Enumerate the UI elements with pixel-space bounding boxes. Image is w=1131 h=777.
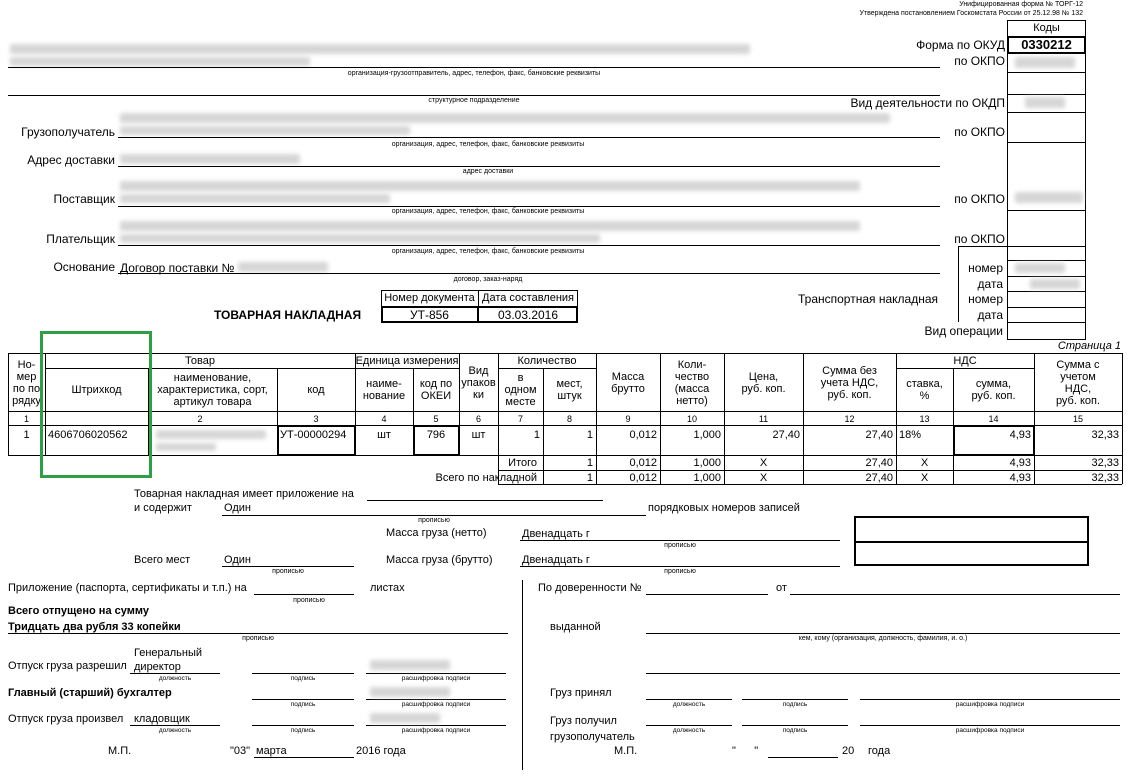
gross-mass-label: Масса груза (брутто) xyxy=(386,554,493,566)
permit-position: Генеральный директор xyxy=(134,647,203,673)
col-pack-header: Вид упаков ки xyxy=(461,364,496,401)
places-value: Один xyxy=(224,554,251,566)
produced-label: Отпуск груза произвел xyxy=(8,713,124,725)
records-label: порядковых номеров записей xyxy=(648,502,800,514)
row-one: 1 xyxy=(533,429,540,441)
received-position-caption: должность xyxy=(672,727,706,734)
okpo-label: по ОКПО xyxy=(954,54,1005,68)
okdp-redacted xyxy=(1025,97,1065,108)
shipper-redacted-2 xyxy=(10,57,310,66)
col-number: 13 xyxy=(919,413,930,424)
date-year: 2016 года xyxy=(356,745,406,757)
accepted-sign-caption: подпись xyxy=(782,701,808,708)
payer-caption: организация, адрес, телефон, факс, банковские реквизиты xyxy=(391,248,585,255)
col-gross-header: Масса брутто xyxy=(611,370,645,395)
col-number: 12 xyxy=(844,413,855,424)
supplier-okpo-redacted xyxy=(1015,192,1083,203)
chief-acc-decode-caption: расшифровка подписи xyxy=(401,701,471,708)
itogo-net: 1,000 xyxy=(693,457,721,469)
col-qty-header: Количество xyxy=(517,355,577,367)
vsego-gross: 0,012 xyxy=(629,471,657,484)
net-mass-label: Масса груза (нетто) xyxy=(386,527,487,539)
col-number: 4 xyxy=(381,413,387,424)
doc-title: ТОВАРНАЯ НАКЛАДНАЯ xyxy=(214,308,362,322)
col-number: 8 xyxy=(566,413,572,424)
codes-column xyxy=(1007,20,1086,340)
date-label: дата xyxy=(977,277,1003,291)
released-sum-value: Тридцать два рубля 33 копейки xyxy=(8,621,181,633)
subdivision-caption: структурное подразделение xyxy=(428,97,520,104)
col-goods-header: Товар xyxy=(185,355,215,367)
basis-label: Основание xyxy=(53,260,115,274)
itogo-price: X xyxy=(759,457,768,469)
places-caption: прописью xyxy=(272,568,304,575)
delivery-caption: адрес доставки xyxy=(462,168,514,175)
itogo-sum-novat: 27,40 xyxy=(865,457,893,469)
row-places: 1 xyxy=(586,429,593,441)
col-number: 15 xyxy=(1072,413,1083,424)
chief-acc-name-redacted xyxy=(370,687,450,697)
vsego-places: 1 xyxy=(586,471,593,484)
payer-okpo-label: по ОКПО xyxy=(954,232,1005,246)
col-rate-header: ставка, % xyxy=(906,378,943,402)
row-pack: шт xyxy=(471,429,486,441)
permit-decode-caption: расшифровка подписи xyxy=(401,675,471,682)
basis-number-redacted xyxy=(1015,263,1065,273)
produced-name-redacted xyxy=(370,713,440,723)
transport-date-label: дата xyxy=(977,308,1003,322)
okud-label: Форма по ОКУД xyxy=(916,38,1005,52)
row-okei: 796 xyxy=(426,429,446,441)
col-unit-name-header: наиме- нование xyxy=(362,378,406,402)
supplier-caption: организация, адрес, телефон, факс, банковские реквизиты xyxy=(391,208,585,215)
col-number: 14 xyxy=(988,413,999,424)
row-code: УТ-00000294 xyxy=(280,429,347,441)
col-sum-novat-header: Сумма без учета НДС, руб. коп. xyxy=(820,364,879,401)
form-name: Унифицированная форма № ТОРГ-12 xyxy=(959,1,1083,8)
col-vat-sum-header: сумма, руб. коп. xyxy=(971,378,1016,402)
chief-acc-label: Главный (старший) бухгалтер xyxy=(8,687,172,699)
gross-mass-caption: прописью xyxy=(664,568,696,575)
issued-caption: кем, кому (организация, должность, фамилия, и. о.) xyxy=(798,635,968,642)
basis-date-redacted xyxy=(1030,279,1080,289)
attach-line1: Товарная накладная имеет приложение на xyxy=(134,488,354,500)
date2-suffix: года xyxy=(868,745,891,757)
date-month: марта xyxy=(256,745,287,757)
accepted-label: Груз принял xyxy=(550,687,612,699)
doc-date-header: Дата составления xyxy=(482,292,574,304)
col-name-header: наименование, характеристика, сорт, артикул товара xyxy=(157,372,268,408)
consignee-okpo-label: по ОКПО xyxy=(954,125,1005,139)
stamp-label: М.П. xyxy=(108,745,132,757)
date-day: "03" xyxy=(230,745,251,757)
col-number: 7 xyxy=(517,413,523,424)
col-number: 11 xyxy=(758,413,769,424)
itogo-vat: 4,93 xyxy=(1009,457,1031,469)
col-price-header: Цена, руб. коп. xyxy=(741,370,786,395)
col-number: 6 xyxy=(475,413,481,424)
okdp-label: Вид деятельности по ОКДП xyxy=(850,96,1005,110)
consignee-redacted-1 xyxy=(120,113,890,123)
poa-label: По доверенности № xyxy=(538,582,642,594)
col-number: 9 xyxy=(625,413,631,424)
row-num: 1 xyxy=(23,429,30,441)
okud-code: 0330212 xyxy=(1021,37,1072,52)
received-label: Груз получил грузополучатель xyxy=(550,715,635,743)
col-number: 1 xyxy=(23,413,29,424)
itogo-places: 1 xyxy=(586,457,593,469)
barcode-highlight xyxy=(40,331,152,478)
delivery-redacted xyxy=(120,154,300,164)
doc-date: 03.03.2016 xyxy=(497,308,559,322)
number-label: номер xyxy=(968,261,1003,275)
col-net-header: Коли- чество (масса нетто) xyxy=(674,358,710,407)
col-number: 3 xyxy=(313,413,319,424)
supplier-okpo-label: по ОКПО xyxy=(954,192,1005,206)
itogo-rate: X xyxy=(920,457,929,469)
accepted-decode-caption: расшифровка подписи xyxy=(955,701,1025,708)
doc-number: УТ-856 xyxy=(410,308,449,322)
col-number: 10 xyxy=(686,413,697,424)
places-label: Всего мест xyxy=(134,554,191,566)
row-name-redacted-2 xyxy=(156,443,216,451)
row-unit: шт xyxy=(377,429,391,441)
basis-value: Договор поставки № xyxy=(120,261,235,275)
row-total: 32,33 xyxy=(1091,429,1119,441)
col-number: 5 xyxy=(433,413,439,424)
appendix-caption: прописью xyxy=(293,597,325,604)
vsego-sum-novat: 27,40 xyxy=(865,471,893,484)
appendix-label: Приложение (паспорта, сертификаты и т.п.) на xyxy=(8,582,247,594)
shipper-caption: организация-грузоотправитель, адрес, телефон, факс, банковские реквизиты xyxy=(347,70,601,77)
payer-redacted-2 xyxy=(120,234,600,243)
row-rate: 18% xyxy=(899,429,922,441)
transport-number-label: номер xyxy=(968,292,1003,306)
net-mass-caption: прописью xyxy=(664,542,696,549)
col-okei-header: код по ОКЕИ xyxy=(419,378,453,402)
supplier-label: Поставщик xyxy=(53,192,115,206)
row-vat: 4,93 xyxy=(1009,429,1031,441)
vsego-label: Всего по накладной xyxy=(435,471,537,484)
basis-redacted xyxy=(238,262,328,272)
col-unit-header: Единица измерения xyxy=(355,355,459,367)
row-net: 1,000 xyxy=(693,429,721,441)
row-name-redacted xyxy=(156,430,266,439)
received-sign-caption: подпись xyxy=(782,727,808,734)
shipper-redacted-1 xyxy=(10,44,750,54)
delivery-label: Адрес доставки xyxy=(27,153,115,167)
net-mass-value: Двенадцать г xyxy=(522,528,590,540)
produced-decode-caption: расшифровка подписи xyxy=(401,727,471,734)
payer-redacted-1 xyxy=(120,221,860,231)
produced-sign-caption: подпись xyxy=(290,727,316,734)
col-number: 2 xyxy=(197,413,203,424)
payer-label: Плательщик xyxy=(46,232,115,246)
itogo-total: 32,33 xyxy=(1091,457,1119,469)
accepted-position-caption: должность xyxy=(672,701,706,708)
supplier-redacted-1 xyxy=(120,181,860,191)
vsego-price: X xyxy=(759,471,768,484)
op-type-label: Вид операции xyxy=(924,324,1003,338)
vsego-rate: X xyxy=(920,471,929,484)
produced-position: кладовщик xyxy=(134,713,190,725)
basis-caption: договор, заказ-наряд xyxy=(453,276,523,283)
col-code-header: код xyxy=(307,384,325,396)
page-number: Страница 1 xyxy=(1057,340,1121,352)
consignee-caption: организация, адрес, телефон, факс, банковские реквизиты xyxy=(391,141,585,148)
stamp-label-2: М.П. xyxy=(614,745,638,757)
contains-value: Один xyxy=(224,502,251,514)
released-sum-caption: прописью xyxy=(242,635,274,642)
itogo-label: Итого xyxy=(508,457,537,469)
col-total-header: Сумма с учетом НДС, руб. коп. xyxy=(1055,358,1101,407)
released-sum-label: Всего отпущено на сумму xyxy=(8,605,149,617)
col-barcode-header: Штрихкод xyxy=(71,384,122,396)
approval-note: Утверждена постановлением Госкомстата России от 25.12.98 № 132 xyxy=(859,10,1083,17)
itogo-gross: 0,012 xyxy=(629,457,657,469)
transport-label: Транспортная накладная xyxy=(797,292,938,306)
vsego-net: 1,000 xyxy=(693,471,721,484)
chief-acc-sign-caption: подпись xyxy=(290,701,316,708)
attach-line2: и содержит xyxy=(134,502,192,514)
row-sum-novat: 27,40 xyxy=(865,429,893,441)
date2-quotes: " " xyxy=(732,745,759,757)
permit-position-caption: должность xyxy=(158,675,192,682)
date2-year: 20 xyxy=(842,745,855,757)
row-price: 27,40 xyxy=(772,429,800,441)
permit-label: Отпуск груза разрешил xyxy=(8,660,127,672)
doc-number-header: Номер документа xyxy=(384,292,475,304)
consignee-label: Грузополучатель xyxy=(21,125,115,139)
poa-from-label: от xyxy=(776,582,787,594)
col-num-header: Но- мер по по рядку xyxy=(12,358,41,407)
supplier-redacted-2 xyxy=(120,194,390,203)
col-vat-header: НДС xyxy=(953,355,977,367)
received-decode-caption: расшифровка подписи xyxy=(955,727,1025,734)
col-one-header: в одном месте xyxy=(504,372,537,408)
issued-label: выданной xyxy=(550,621,601,633)
row-barcode: 4606706020562 xyxy=(48,429,128,441)
row-gross: 0,012 xyxy=(629,429,657,441)
consignee-redacted-2 xyxy=(120,126,410,135)
permit-sign-caption: подпись xyxy=(290,675,316,682)
col-places-header: мест, штук xyxy=(556,378,583,402)
vsego-total: 32,33 xyxy=(1091,471,1119,484)
gross-mass-value: Двенадцать г xyxy=(522,554,590,566)
sheets-label: листах xyxy=(370,582,405,594)
codes-header: Коды xyxy=(1033,22,1060,34)
produced-position-caption: должность xyxy=(158,727,192,734)
permit-name-redacted xyxy=(370,660,450,670)
vsego-vat: 4,93 xyxy=(1009,471,1031,484)
okpo-redacted xyxy=(1015,57,1075,68)
contains-caption: прописью xyxy=(418,517,450,524)
